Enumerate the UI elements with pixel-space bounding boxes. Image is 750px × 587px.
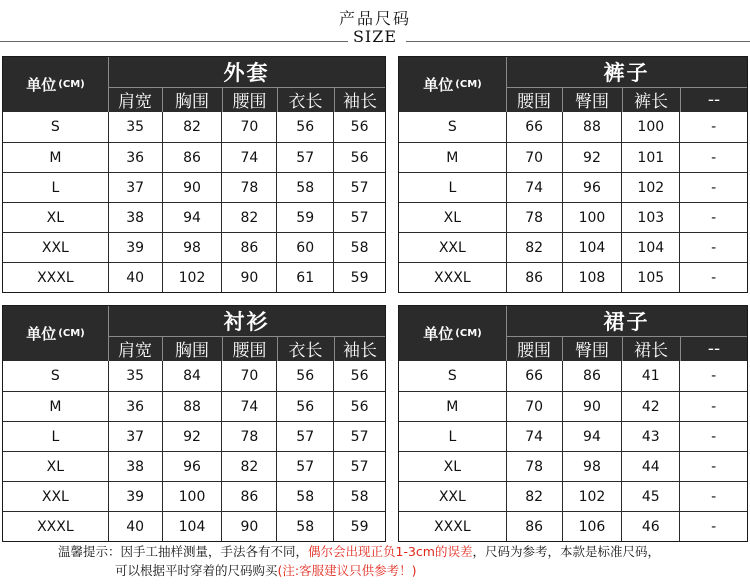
measurement-cell: 86 bbox=[221, 233, 276, 262]
table-body bbox=[3, 112, 385, 292]
measurement-cell: 66 bbox=[506, 361, 562, 391]
measurement-cell: - bbox=[679, 143, 747, 172]
column-header: 腰围 bbox=[517, 341, 551, 361]
size-label: XXXL bbox=[434, 518, 471, 535]
measurement-cell: 38 bbox=[108, 452, 162, 481]
table-row bbox=[399, 202, 747, 232]
table-row bbox=[399, 481, 747, 511]
unit-label-main: 单位 bbox=[26, 325, 57, 343]
unit-label-sub: (CM) bbox=[58, 328, 85, 339]
table-row bbox=[399, 361, 747, 391]
table-row bbox=[399, 112, 747, 142]
measurement-cell: 82 bbox=[221, 452, 276, 481]
unit-label-sub: (CM) bbox=[455, 328, 482, 339]
table-header bbox=[3, 306, 385, 361]
table-row bbox=[399, 451, 747, 481]
unit-label-main: 单位 bbox=[423, 325, 454, 343]
measurement-cell: 86 bbox=[221, 482, 276, 511]
measurement-cell: 57 bbox=[333, 452, 385, 481]
size-label: XXL bbox=[438, 488, 466, 505]
size-label: XXXL bbox=[37, 269, 74, 286]
table-header bbox=[3, 57, 385, 112]
measurement-cell: 45 bbox=[621, 482, 679, 511]
measurement-cell: 101 bbox=[621, 143, 679, 172]
header-divider bbox=[622, 87, 623, 112]
column-header: 裙长 bbox=[634, 341, 668, 361]
table-name: 外套 bbox=[223, 61, 270, 85]
measurement-cell: 102 bbox=[162, 263, 222, 292]
measurement-cell: 60 bbox=[276, 233, 333, 262]
measurement-cell: 90 bbox=[221, 512, 276, 541]
measurement-cell: 94 bbox=[562, 422, 622, 451]
measurement-cell: 88 bbox=[162, 392, 222, 421]
unit-label-sub: (CM) bbox=[58, 79, 85, 90]
measurement-cell: 88 bbox=[562, 112, 622, 142]
measurement-cell: 106 bbox=[562, 512, 622, 541]
size-label: L bbox=[51, 428, 60, 445]
measurement-cell: 41 bbox=[621, 361, 679, 391]
measurement-cell: 96 bbox=[162, 452, 222, 481]
measurement-cell: 56 bbox=[276, 112, 333, 142]
measurement-cell: 98 bbox=[162, 233, 222, 262]
measurement-cell: 56 bbox=[276, 361, 333, 391]
measurement-cell: 82 bbox=[221, 203, 276, 232]
size-label: M bbox=[49, 398, 62, 415]
column-header: 肩宽 bbox=[118, 341, 152, 361]
table-row bbox=[3, 142, 385, 172]
size-label: XL bbox=[443, 458, 462, 475]
size-label: XXXL bbox=[434, 269, 471, 286]
note-text: 温馨提示：因手工抽样测量，手法各有不同， bbox=[58, 544, 309, 559]
measurement-cell: 58 bbox=[333, 233, 385, 262]
measurement-cell: 59 bbox=[333, 263, 385, 292]
measurement-cell: 38 bbox=[108, 203, 162, 232]
size-label: M bbox=[49, 149, 62, 166]
measurement-cell: 57 bbox=[276, 422, 333, 451]
measurement-cell: 100 bbox=[562, 203, 622, 232]
measurement-cell: - bbox=[679, 233, 747, 262]
header-divider bbox=[162, 336, 163, 361]
size-label: XL bbox=[46, 458, 65, 475]
measurement-cell: 56 bbox=[333, 112, 385, 142]
table-row bbox=[3, 172, 385, 202]
column-header: 裤长 bbox=[634, 92, 668, 112]
measurement-cell: 74 bbox=[221, 392, 276, 421]
measurement-cell: 46 bbox=[621, 512, 679, 541]
measurement-cell: 35 bbox=[108, 361, 162, 391]
column-header: 腰围 bbox=[517, 92, 551, 112]
table-row bbox=[399, 142, 747, 172]
measurement-cell: 57 bbox=[333, 173, 385, 202]
header-divider bbox=[277, 336, 278, 361]
measurement-cell: 58 bbox=[276, 512, 333, 541]
measurement-cell: 74 bbox=[506, 173, 562, 202]
measurement-cell: 56 bbox=[333, 392, 385, 421]
measurement-cell: 57 bbox=[333, 422, 385, 451]
measurement-cell: - bbox=[679, 203, 747, 232]
table-body bbox=[3, 361, 385, 541]
table-row bbox=[399, 232, 747, 262]
size-label: XXL bbox=[41, 488, 69, 505]
measurement-cell: - bbox=[679, 422, 747, 451]
measurement-cell: 104 bbox=[562, 233, 622, 262]
header-divider bbox=[680, 336, 681, 361]
table-row bbox=[3, 511, 385, 541]
table-row bbox=[3, 202, 385, 232]
measurement-cell: 56 bbox=[333, 143, 385, 172]
column-header: 胸围 bbox=[175, 92, 209, 112]
measurement-cell: 66 bbox=[506, 112, 562, 142]
size-label: S bbox=[447, 368, 457, 384]
measurement-cell: - bbox=[679, 512, 747, 541]
size-label: S bbox=[50, 119, 60, 135]
column-header: 肩宽 bbox=[118, 92, 152, 112]
measurement-cell: 70 bbox=[221, 361, 276, 391]
table-row bbox=[399, 421, 747, 451]
measurement-cell: 36 bbox=[108, 143, 162, 172]
header-divider bbox=[222, 336, 223, 361]
table-header bbox=[399, 57, 747, 112]
measurement-cell: 35 bbox=[108, 112, 162, 142]
measurement-cell: 84 bbox=[162, 361, 222, 391]
measurement-cell: 40 bbox=[108, 512, 162, 541]
column-header: 衣长 bbox=[288, 341, 323, 361]
table-row bbox=[3, 361, 385, 391]
size-label: XXXL bbox=[37, 518, 74, 535]
measurement-cell: 57 bbox=[276, 143, 333, 172]
table-row bbox=[3, 451, 385, 481]
column-header: 袖长 bbox=[343, 92, 377, 112]
measurement-cell: 90 bbox=[221, 263, 276, 292]
measurement-cell: 94 bbox=[162, 203, 222, 232]
unit-label-main: 单位 bbox=[423, 76, 454, 94]
measurement-cell: 36 bbox=[108, 392, 162, 421]
measurement-cell: 102 bbox=[562, 482, 622, 511]
measurement-cell: 70 bbox=[221, 112, 276, 142]
measurement-cell: 92 bbox=[162, 422, 222, 451]
size-label: L bbox=[51, 179, 60, 196]
measurement-cell: 90 bbox=[162, 173, 222, 202]
measurement-cell: - bbox=[679, 482, 747, 511]
header-divider bbox=[622, 336, 623, 361]
column-header: 腰围 bbox=[232, 341, 267, 361]
measurement-cell: 98 bbox=[562, 452, 622, 481]
column-header: 衣长 bbox=[288, 92, 323, 112]
measurement-cell: 59 bbox=[333, 512, 385, 541]
header-divider bbox=[680, 87, 681, 112]
measurement-cell: 102 bbox=[621, 173, 679, 202]
size-notes bbox=[0, 542, 750, 580]
measurement-cell: 100 bbox=[621, 112, 679, 142]
table-row bbox=[3, 112, 385, 142]
size-label: XL bbox=[443, 209, 462, 226]
table-row bbox=[3, 262, 385, 292]
table-body bbox=[399, 361, 747, 541]
note-line-2 bbox=[0, 561, 750, 580]
table-body bbox=[399, 112, 747, 292]
measurement-cell: 86 bbox=[506, 512, 562, 541]
measurement-cell: 74 bbox=[506, 422, 562, 451]
table-jacket bbox=[2, 56, 386, 293]
measurement-cell: 57 bbox=[276, 452, 333, 481]
header-divider bbox=[562, 87, 563, 112]
title-divider-right bbox=[406, 41, 750, 42]
unit-label bbox=[399, 306, 506, 361]
header-divider bbox=[222, 87, 223, 112]
column-header: 胸围 bbox=[175, 341, 209, 361]
measurement-cell: 40 bbox=[108, 263, 162, 292]
header-divider bbox=[277, 87, 278, 112]
header-divider bbox=[562, 336, 563, 361]
measurement-cell: 44 bbox=[621, 452, 679, 481]
measurement-cell: 104 bbox=[621, 233, 679, 262]
table-name: 裙子 bbox=[603, 310, 650, 334]
column-header: 臀围 bbox=[575, 341, 609, 361]
measurement-cell: 96 bbox=[562, 173, 622, 202]
measurement-cell: - bbox=[679, 452, 747, 481]
size-label: L bbox=[448, 428, 457, 445]
table-row bbox=[399, 262, 747, 292]
size-label: S bbox=[50, 368, 60, 384]
note-line-1 bbox=[0, 542, 750, 561]
measurement-cell: 103 bbox=[621, 203, 679, 232]
measurement-cell: 78 bbox=[506, 203, 562, 232]
measurement-cell: 58 bbox=[333, 482, 385, 511]
measurement-cell: - bbox=[679, 263, 747, 292]
header-divider bbox=[334, 336, 335, 361]
note-error-warning: 偶尔会出现正负1-3cm的误差 bbox=[308, 544, 473, 559]
measurement-cell: 57 bbox=[333, 203, 385, 232]
measurement-cell: 59 bbox=[276, 203, 333, 232]
measurement-cell: 104 bbox=[162, 512, 222, 541]
size-label: L bbox=[448, 179, 457, 196]
measurement-cell: 82 bbox=[162, 112, 222, 142]
measurement-cell: 56 bbox=[276, 392, 333, 421]
measurement-cell: - bbox=[679, 173, 747, 202]
unit-label bbox=[399, 57, 506, 112]
table-header bbox=[399, 306, 747, 361]
measurement-cell: 78 bbox=[221, 173, 276, 202]
measurement-cell: 58 bbox=[276, 173, 333, 202]
measurement-cell: 86 bbox=[506, 263, 562, 292]
size-label: XXL bbox=[438, 239, 466, 256]
measurement-cell: 42 bbox=[621, 392, 679, 421]
table-name: 衬衫 bbox=[223, 310, 270, 334]
size-label: M bbox=[446, 398, 459, 415]
unit-label bbox=[3, 57, 108, 112]
unit-label bbox=[3, 306, 108, 361]
column-header: -- bbox=[707, 338, 721, 359]
measurement-cell: 100 bbox=[162, 482, 222, 511]
measurement-cell: 70 bbox=[506, 392, 562, 421]
measurement-cell: 39 bbox=[108, 233, 162, 262]
measurement-cell: 37 bbox=[108, 422, 162, 451]
size-label: S bbox=[447, 119, 457, 135]
measurement-cell: 86 bbox=[162, 143, 222, 172]
measurement-cell: 82 bbox=[506, 233, 562, 262]
header-divider bbox=[334, 87, 335, 112]
measurement-cell: 37 bbox=[108, 173, 162, 202]
measurement-cell: - bbox=[679, 112, 747, 142]
page-subtitle: SIZE bbox=[352, 27, 398, 46]
page-title: 产品尺码 bbox=[338, 9, 411, 28]
measurement-cell: 78 bbox=[221, 422, 276, 451]
size-label: XXL bbox=[41, 239, 69, 256]
measurement-cell: 90 bbox=[562, 392, 622, 421]
measurement-cell: 39 bbox=[108, 482, 162, 511]
size-label: XL bbox=[46, 209, 65, 226]
table-row bbox=[3, 481, 385, 511]
column-header: 袖长 bbox=[343, 341, 377, 361]
measurement-cell: - bbox=[679, 361, 747, 391]
note-text: ，尺码为参考，本款是标准尺码， bbox=[472, 544, 660, 559]
measurement-cell: 43 bbox=[621, 422, 679, 451]
measurement-cell: 86 bbox=[562, 361, 622, 391]
table-pants bbox=[398, 56, 748, 293]
measurement-cell: 105 bbox=[621, 263, 679, 292]
size-label: M bbox=[446, 149, 459, 166]
table-name: 裤子 bbox=[603, 61, 650, 85]
column-header: 腰围 bbox=[232, 92, 267, 112]
table-skirt bbox=[398, 305, 748, 542]
table-row bbox=[399, 391, 747, 421]
note-text: 可以根据平时穿着的尺码购买 bbox=[115, 563, 278, 578]
measurement-cell: 70 bbox=[506, 143, 562, 172]
table-row bbox=[399, 172, 747, 202]
measurement-cell: 56 bbox=[333, 361, 385, 391]
measurement-cell: 82 bbox=[506, 482, 562, 511]
measurement-cell: 74 bbox=[221, 143, 276, 172]
measurement-cell: 61 bbox=[276, 263, 333, 292]
column-header: -- bbox=[707, 89, 721, 110]
note-service-advice: (注:客服建议只供参考！) bbox=[277, 563, 417, 578]
table-shirt bbox=[2, 305, 386, 542]
measurement-cell: 58 bbox=[276, 482, 333, 511]
table-row bbox=[3, 421, 385, 451]
measurement-cell: 92 bbox=[562, 143, 622, 172]
header-divider bbox=[162, 87, 163, 112]
unit-label-main: 单位 bbox=[26, 76, 57, 94]
table-row bbox=[399, 511, 747, 541]
unit-label-sub: (CM) bbox=[455, 79, 482, 90]
measurement-cell: 108 bbox=[562, 263, 622, 292]
measurement-cell: - bbox=[679, 392, 747, 421]
table-row bbox=[3, 391, 385, 421]
column-header: 臀围 bbox=[575, 92, 609, 112]
table-row bbox=[3, 232, 385, 262]
measurement-cell: 78 bbox=[506, 452, 562, 481]
